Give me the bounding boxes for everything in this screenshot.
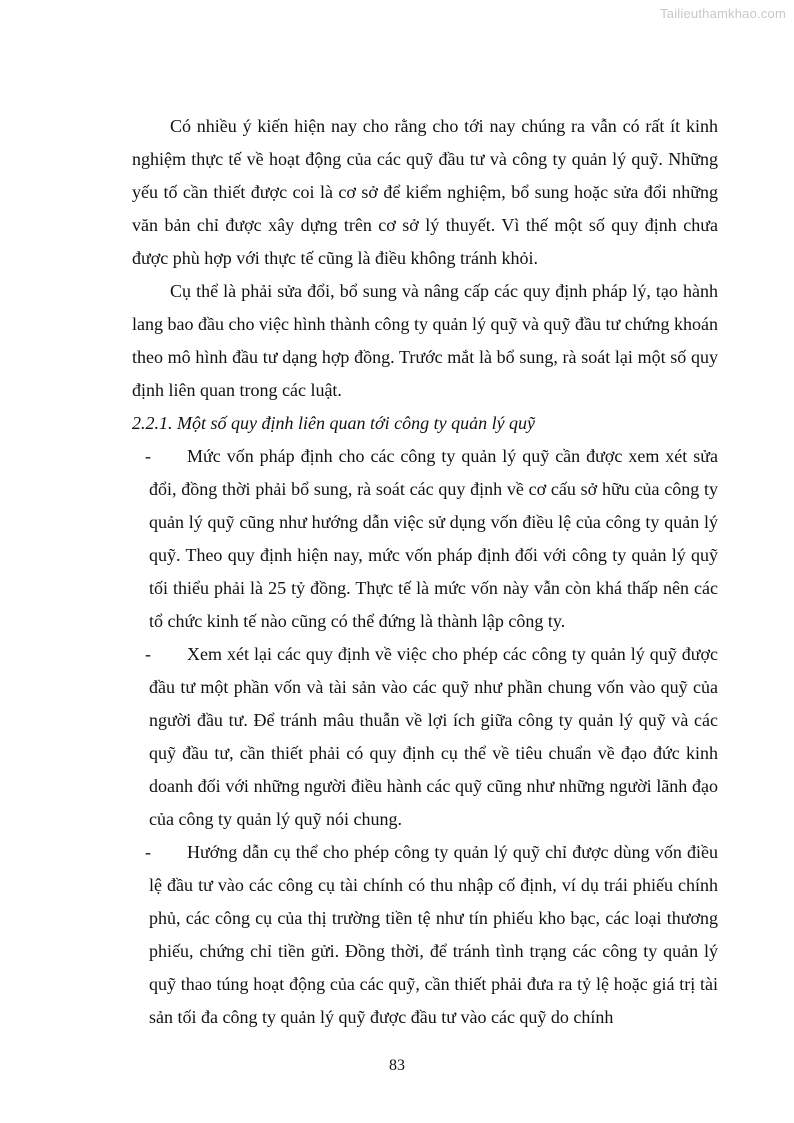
bullet-text-3: Hướng dẫn cụ thể cho phép công ty quản lý quỹ chỉ được dùng vốn điều lệ đầu tư vào các công cụ tài chính có thu nhập cố định, ví dụ trái phiếu chính phủ, các công cụ của thị trường tiền tệ như tín phiếu kho bạc, các loại thương phiếu, chứng chỉ tiền gửi. Đồng thời, để tránh tình trạng các công ty quản lý quỹ thao túng hoạt động của các quỹ, cần thiết phải đưa ra tỷ lệ hoặc giá trị tài sản tối đa công ty quản lý quỹ được đầu tư vào các quỹ do chính xyxy=(149,842,718,1027)
bullet-dash: - xyxy=(145,446,151,466)
bullet-item-2 xyxy=(132,638,718,836)
section-heading: 2.2.1. Một số quy định liên quan tới công ty quản lý quỹ xyxy=(132,413,536,433)
paragraph-2: Cụ thể là phải sửa đổi, bổ sung và nâng cấp các quy định pháp lý, tạo hành lang bao đầu cho việc hình thành công ty quản lý quỹ và quỹ đầu tư chứng khoán theo mô hình đầu tư dạng hợp đồng. Trước mắt là bổ sung, rà soát lại một số quy định liên quan trong các luật. xyxy=(132,281,718,400)
page-content xyxy=(132,110,718,1034)
bullet-item-3 xyxy=(132,836,718,1034)
bullet-item-1 xyxy=(132,440,718,638)
page-number: 83 xyxy=(389,1057,405,1074)
bullet-dash: - xyxy=(145,644,151,664)
watermark: Tailieuthamkhao.com xyxy=(660,6,786,21)
paragraph-1: Có nhiều ý kiến hiện nay cho rằng cho tới nay chúng ra vẫn có rất ít kinh nghiệm thực tế về hoạt động của các quỹ đầu tư và công ty quản lý quỹ. Những yếu tố cần thiết được coi là cơ sở để kiểm nghiệm, bổ sung hoặc sửa đổi những văn bản chỉ được xây dựng trên cơ sở lý thuyết. Vì thế một số quy định chưa được phù hợp với thực tế cũng là điều không tránh khỏi. xyxy=(132,116,718,268)
bullet-text-2: Xem xét lại các quy định về việc cho phép các công ty quản lý quỹ được đầu tư một phần vốn và tài sản vào các quỹ như phần chung vốn vào quỹ của người đầu tư. Để tránh mâu thuẫn về lợi ích giữa công ty quản lý quỹ và các quỹ đầu tư, cần thiết phải có quy định cụ thể về tiêu chuẩn về đạo đức kinh doanh đối với những người điều hành các quỹ cũng như những người lãnh đạo của công ty quản lý quỹ nói chung. xyxy=(149,644,718,829)
bullet-dash: - xyxy=(145,842,151,862)
bullet-text-1: Mức vốn pháp định cho các công ty quản lý quỹ cần được xem xét sửa đổi, đồng thời phải bổ sung, rà soát các quy định về cơ cấu sở hữu của công ty quản lý quỹ cũng như hướng dẫn việc sử dụng vốn điều lệ của công ty quản lý quỹ. Theo quy định hiện nay, mức vốn pháp định đối với công ty quản lý quỹ tối thiểu phải là 25 tỷ đồng. Thực tế là mức vốn này vẫn còn khá thấp nên các tổ chức kinh tế nào cũng có thể đứng là thành lập công ty. xyxy=(149,446,718,631)
